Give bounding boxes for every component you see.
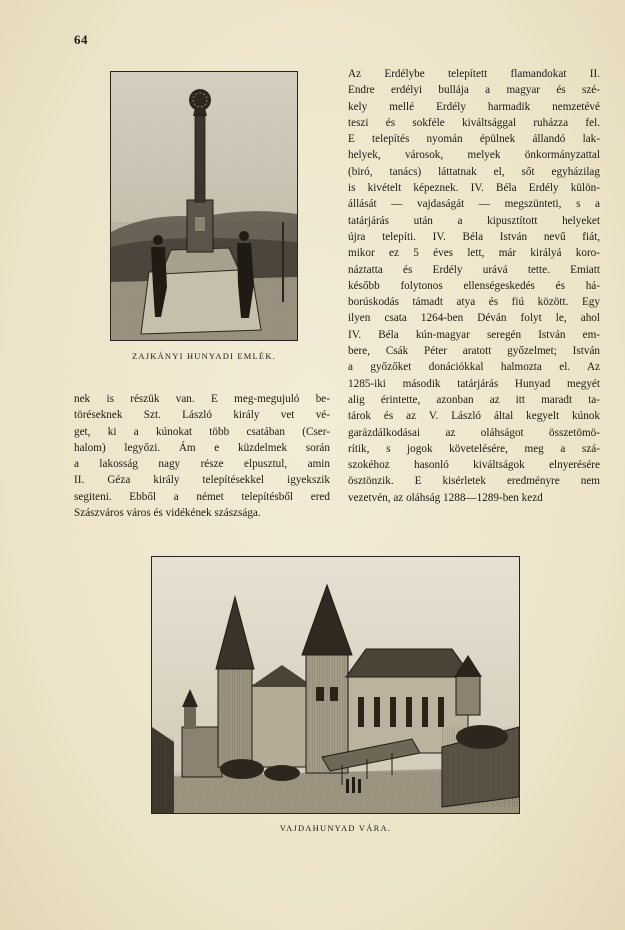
castle-illustration — [151, 556, 520, 814]
text-line: náztatta és Erdély urává tette. Emiatt — [348, 263, 600, 276]
text-line: rítik, s jogok követelésére, meg a szá- — [348, 442, 600, 455]
text-line: alig érintette, azonban az itt maradt ta- — [348, 393, 600, 406]
text-line: ilyen csata 1264-ben Déván folyt le, ahol — [348, 312, 600, 325]
text-line: Endre erdélyi bullája a magyar és szé- — [348, 84, 600, 97]
text-line: is kivételt képeznek. IV. Béla Erdély külön- — [348, 182, 600, 195]
text-line: a győzőket donációkkal halmozta el. Az — [348, 361, 600, 374]
text-line: később folytonos ellenségeskedés és há- — [348, 279, 600, 292]
text-line: tatárjárás után a kipusztított helyeket — [348, 214, 600, 227]
left-column-text — [74, 391, 330, 521]
text-line: helyek, városok, melyek önkormányzattal — [348, 149, 600, 162]
text-line: 1285-iki második tatárjárás Hunyad megyét — [348, 377, 600, 390]
text-line: vezetvén, az oláhság 1288—1289-ben kezd — [348, 491, 543, 504]
text-line: töréseknek Szt. László király vet vé- — [74, 409, 330, 422]
text-line: garázdálkodásai az oláhságot összetömö- — [348, 426, 600, 439]
text-line: a lakosság nagy része elpusztul, amin — [74, 458, 330, 471]
text-line: bere, Csák Péter aratott győzelmet; István — [348, 345, 600, 358]
text-line: nek is részük van. E meg-megujuló be- — [74, 393, 330, 405]
text-line: halom) legyőzi. Ám e küzdelmek során — [74, 441, 330, 454]
castle-engraving — [152, 557, 519, 813]
monument-illustration — [110, 71, 298, 341]
text-line: Az Erdélybe telepített flamandokat II. — [348, 68, 600, 80]
text-line: IV. Béla kún-magyar seregén István em- — [348, 328, 600, 341]
text-line: E telepítés nyomán épülnek állandó lak- — [348, 133, 600, 146]
right-column-text — [348, 66, 600, 506]
text-line: (biró, tanács) láttatnak el, sőt egyházilag — [348, 165, 600, 178]
text-line: kely mellé Erdély harmadik nemzetévé — [348, 100, 600, 113]
text-line: tárok és az V. László által kegyelt kúnok — [348, 410, 600, 423]
text-line: segiteni. Ebből a német telepítésből ered — [74, 490, 330, 503]
text-line: borúskodás támadt atya és fiú között. Egy — [348, 296, 600, 309]
text-line: ösztönzik. E kisérletek eredményre nem — [348, 475, 600, 488]
castle-caption: VAJDAHUNYAD VÁRA. — [279, 823, 392, 833]
text-line: szokéhoz hasonló kiváltságok elnyerésére — [348, 459, 600, 472]
text-line: újra telepíti. IV. Béla István nevű fiát, — [348, 230, 600, 243]
text-line: állását — vajdaságát — megszünteti, s a — [348, 198, 600, 211]
monument-caption: ZAJKÁNYI HUNYADI EMLÉK. — [132, 351, 276, 361]
text-line: mikor ez 5 éves lett, már királyá koro- — [348, 247, 600, 260]
text-line: II. Géza király telepítésekkel igyekszik — [74, 474, 330, 487]
text-line: teszi és sokféle kiváltsággal ruházza fel. — [348, 116, 600, 129]
text-line: get, ki a kúnokat több csatában (Cser- — [74, 425, 330, 438]
monument-engraving — [111, 72, 297, 340]
text-line: Szászváros város és vidékének szászsága. — [74, 507, 261, 520]
page-number: 64 — [74, 32, 88, 47]
